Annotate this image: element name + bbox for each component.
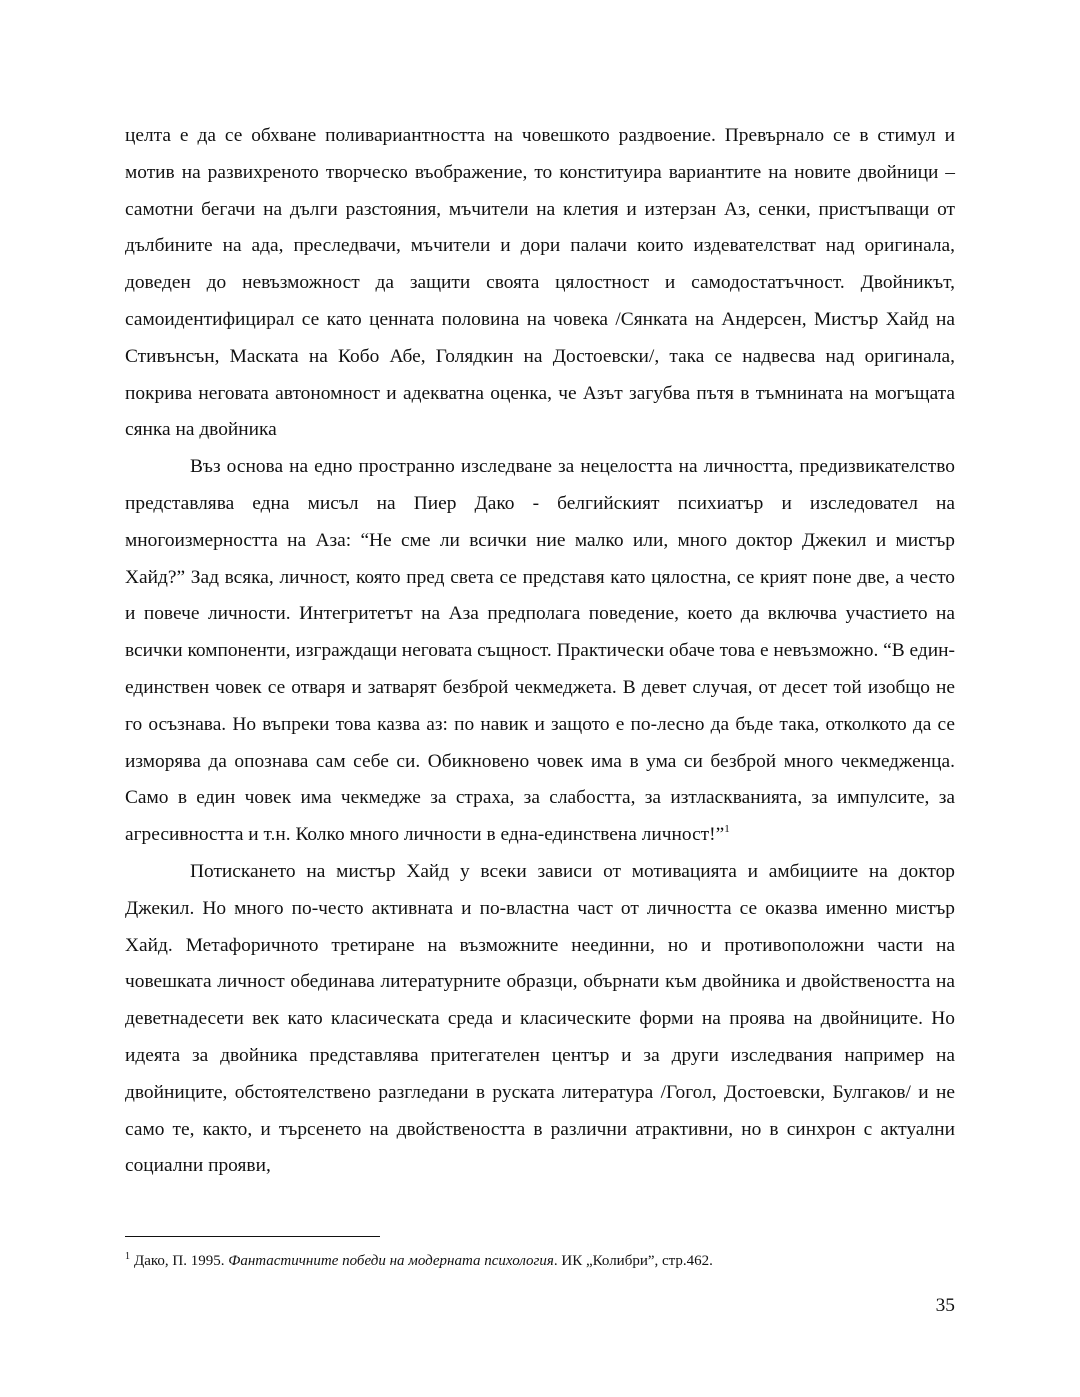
footnote-mark: 1 (125, 1251, 130, 1262)
paragraph-1: целта е да се обхване поливариантността на човешкото раздвоение. Превърнало се в стимул и мотив на развихреното творческо въображение, то конституира вариантите на новите двойници – самотни бегачи на дълги разстояния, мъчители на клетия и изтерзан Аз, сенки, пристъпващи от дълбините на ада, преследвачи, мъчители и дори палачи които издевателстват над оригинала, доведен до невъзможност да защити своята цялостност и самодостатъчност. Двойникът, самоидентифицирал се като ценната половина на човека /Сянката на Андерсен, Мистър Хайд на Стивънсън, Маската на Кобо Абе, Голядкин на Достоевски/, така се надвесва над оригинала, покрива неговата автономност и адекватна оценка, че Азът загубва пътя в тъмнината на могъщата сянка на двойника (125, 125, 955, 441)
main-text (125, 118, 955, 1185)
footnote-reference[interactable]: 1 (724, 823, 730, 836)
footnote-prefix: Дако, П. 1995. (134, 1253, 229, 1269)
page-number: 35 (935, 1295, 955, 1316)
footnote-suffix: . ИК „Колибри”, стр.462. (553, 1253, 713, 1269)
paragraph-3: Потискането на мистър Хайд у всеки зависи от мотивацията и амбициите на доктор Джекил. Но много по-често активната и по-властна част от личността се оказва именно мистър Хайд. Метафоричното третиране на възможните неединни, но и противоположни части на човешката личност обединава литературните образци, обърнати към двойника и двойствеността на деветнадесети век като класическата среда и класическите форми на проява на двойниците. Но идеята за двойника представлява притегателен център и за други изследвания например на двойниците, обстоятелствено разгледани в руската литература /Гогол, Достоевски, Булгаков/ и не само те, както, и търсенето на двойствеността в различни атрактивни, но в синхрон с актуални социални прояви, (125, 860, 955, 1177)
paragraph-2 (125, 449, 955, 854)
footnote-title: Фантастичните победи на модерната психология (228, 1253, 554, 1269)
footnote-separator (125, 1236, 380, 1237)
footnote (125, 1250, 955, 1272)
paragraph-2-text: Въз основа на едно пространно изследване за нецелостта на личността, предизвикателство представлява една мисъл на Пиер Дако - белгийският психиатър и изследовател на многоизмерността на Аза: “Не сме ли всички ние малко или, много доктор Джекил и мистър Хайд?” Зад всяка, личност, която пред света се представя като цялостна, се крият поне две, а често и повече личности. Интегритетът на Аза предполага поведение, което да включва участието на всички компоненти, изграждащи неговата същност. Практически обаче това е невъзможно. “В един-единствен човек се отваря и затварят безброй чекмеджета. В девет случая, от десет той изобщо не го осъзнава. Но въпреки това казва аз: по навик и защото е по-лесно да бъде така, отколкото да се изморява да опознава сам себе си. Обикновено човек има в ума си безброй много чекмедженца. Само в един човек има чекмедже за страха, за слабостта, за изтласкванията, за импулсите, за агресивността и т.н. Колко много личности в една-единствена личност!” (125, 456, 955, 846)
